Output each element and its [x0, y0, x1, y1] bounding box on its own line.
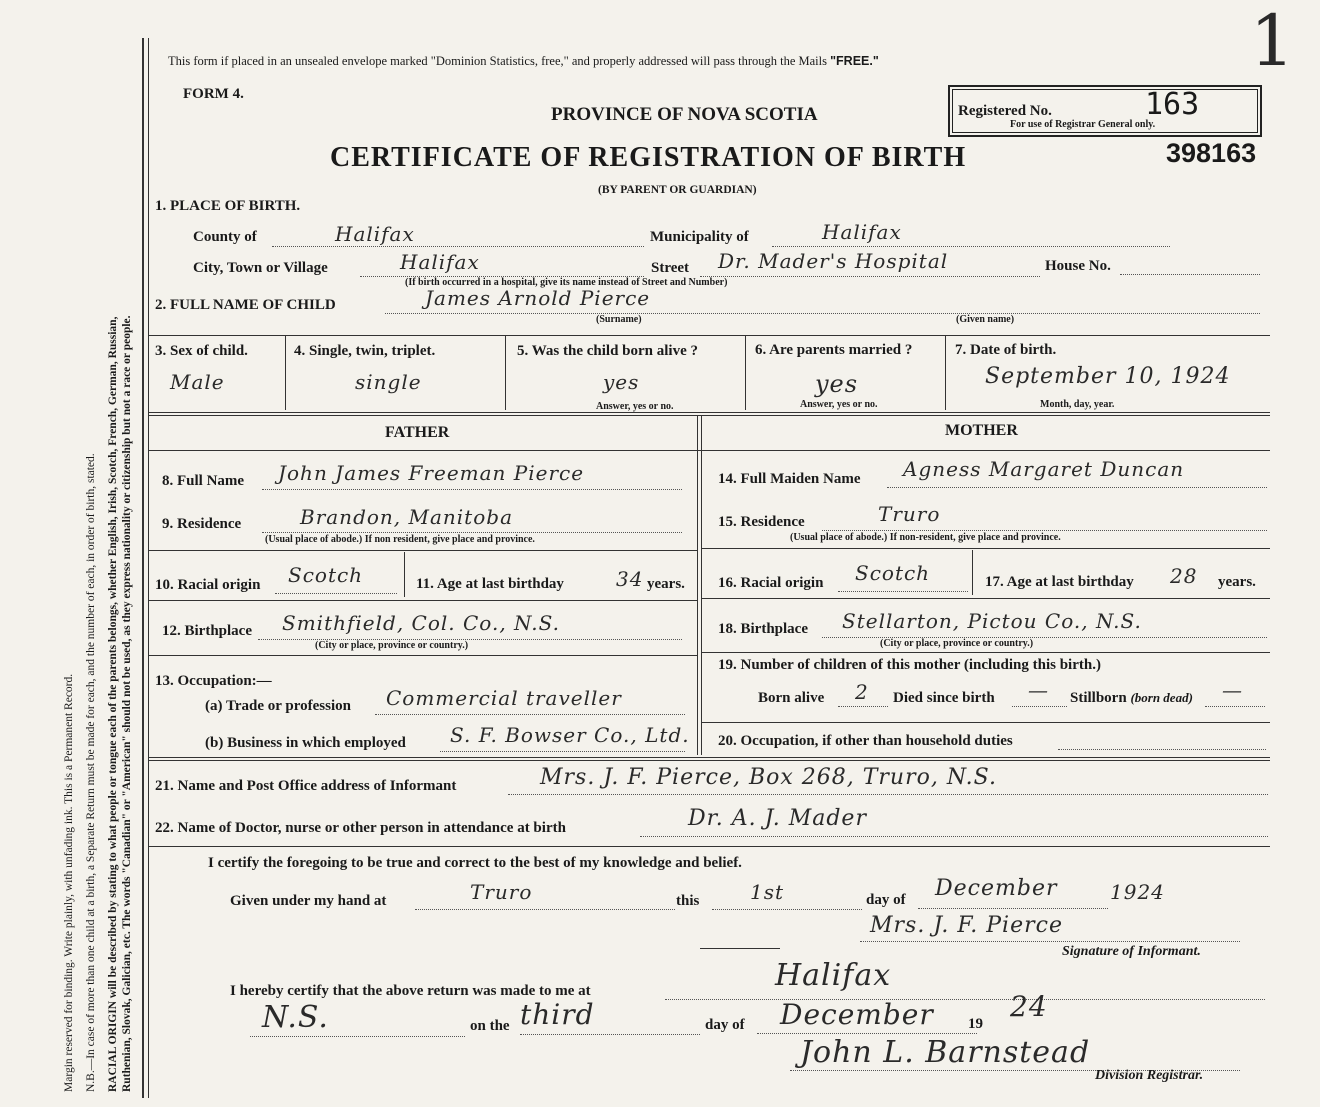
stillborn-text: Stillborn: [1070, 690, 1127, 706]
county-value: Halifax: [335, 222, 415, 246]
father-age-label: 11. Age at last birthday: [416, 576, 564, 592]
city-value: Halifax: [400, 250, 480, 274]
father-trade-value: Commercial traveller: [386, 686, 622, 710]
mother-heading: MOTHER: [945, 422, 1018, 439]
place-of-birth-heading: 1. PLACE OF BIRTH.: [155, 198, 301, 214]
this-label: this: [676, 893, 700, 909]
province-heading: PROVINCE OF NOVA SCOTIA: [551, 104, 818, 125]
street-value: Dr. Mader's Hospital: [718, 249, 949, 273]
mother-name-label: 14. Full Maiden Name: [718, 471, 861, 487]
alive-note: Answer, yes or no.: [596, 401, 674, 412]
day-of-label: day of: [866, 892, 906, 908]
month-value: December: [935, 876, 1058, 901]
mother-age-value: 28: [1170, 564, 1198, 588]
alive-value: yes: [603, 370, 640, 394]
father-years-label: years.: [647, 576, 685, 592]
born-alive-label: Born alive: [758, 690, 825, 706]
registrar-year-prefix: 19: [968, 1016, 983, 1032]
signature-label: Signature of Informant.: [1062, 944, 1201, 959]
child-name-value: James Arnold Pierce: [425, 286, 651, 310]
margin-note-binding: Margin reserved for binding. Write plainly, with unfading ink. This is a Permanent Record.: [63, 673, 75, 1092]
father-occupation-label: 13. Occupation:—: [155, 673, 272, 689]
father-business-value: S. F. Bowser Co., Ltd.: [450, 723, 690, 747]
informant-signature: Mrs. J. F. Pierce: [870, 913, 1063, 938]
municipality-label: Municipality of: [650, 229, 749, 245]
died-label: Died since birth: [893, 690, 995, 706]
mother-birthplace-value: Stellarton, Pictou Co., N.S.: [842, 609, 1142, 633]
corner-mark: 1: [1250, 0, 1296, 82]
form-left-border-inner: [148, 38, 149, 1098]
informant-label: 21. Name and Post Office address of Informant: [155, 778, 457, 794]
dob-note: Month, day, year.: [1040, 399, 1115, 410]
margin-note-racial-origin-2: Ruthenian, Slovak, Galician, etc. The words "Canadian" or "American" should not be used, as they express nationality or citizenship but not a race or people.: [121, 315, 133, 1092]
stillborn-value: —: [1222, 678, 1243, 702]
dob-value: September 10, 1924: [985, 364, 1231, 389]
father-racial-label: 10. Racial origin: [155, 577, 261, 593]
doctor-value: Dr. A. J. Mader: [688, 806, 867, 831]
registrar-year-value: 24: [1010, 990, 1048, 1023]
father-racial-value: Scotch: [288, 563, 364, 587]
father-trade-label: (a) Trade or profession: [205, 698, 351, 714]
certificate-subtitle: (BY PARENT OR GUARDIAN): [598, 184, 757, 196]
mail-notice: [168, 54, 879, 69]
dob-label: 7. Date of birth.: [955, 342, 1057, 358]
registrar-label: I hereby certify that the above return was made to me at: [230, 983, 591, 999]
plurality-value: single: [355, 370, 422, 394]
father-residence-note: (Usual place of abode.) If non resident, give place and province.: [265, 534, 535, 545]
father-business-label: (b) Business in which employed: [205, 735, 406, 751]
registrar-day-of-label: day of: [705, 1017, 745, 1033]
registrar-month-value: December: [780, 998, 934, 1031]
form-number: FORM 4.: [183, 86, 244, 102]
registered-box: [948, 85, 1262, 137]
father-name-label: 8. Full Name: [162, 473, 245, 489]
alive-label: 5. Was the child born alive ?: [517, 343, 698, 359]
father-age-value: 34: [616, 567, 644, 591]
father-name-value: John James Freeman Pierce: [278, 461, 585, 485]
father-birthplace-note: (City or place, province or country.): [315, 640, 469, 651]
county-label: County of: [193, 229, 257, 245]
year-value: 1924: [1110, 880, 1165, 904]
informant-value: Mrs. J. F. Pierce, Box 268, Truro, N.S.: [540, 765, 997, 790]
married-label: 6. Are parents married ?: [755, 342, 913, 358]
on-the-label: on the: [470, 1018, 510, 1034]
certificate-title: CERTIFICATE OF REGISTRATION OF BIRTH: [330, 142, 967, 173]
mother-residence-label: 15. Residence: [718, 514, 805, 530]
house-no-label: House No.: [1045, 258, 1111, 274]
mail-notice-free: "FREE.": [830, 54, 879, 68]
rule-row3-top: [148, 335, 1270, 336]
registered-note: For use of Registrar General only.: [1010, 119, 1156, 130]
sex-value: Male: [170, 370, 225, 394]
married-value: yes: [815, 370, 859, 398]
registrar-day-value: third: [520, 998, 595, 1031]
certify-text: I certify the foregoing to be true and correct to the best of my knowledge and belief.: [208, 855, 742, 871]
parent-divider: [697, 415, 698, 755]
registrar-place-value-2: N.S.: [262, 1000, 329, 1035]
mother-residence-value: Truro: [878, 502, 941, 526]
doctor-label: 22. Name of Doctor, nurse or other person in attendance at birth: [155, 820, 566, 836]
margin-note-multiple-births: N.B.—In case of more than one child at a birth, a Separate Return must be made for each, and the number of each, in order of birth, stated.: [85, 453, 97, 1092]
registrar-title: Division Registrar.: [1095, 1068, 1204, 1083]
municipality-value: Halifax: [822, 220, 902, 244]
street-label: Street: [651, 260, 690, 276]
father-heading: FATHER: [385, 424, 450, 441]
hospital-note: (If birth occurred in a hospital, give its name instead of Street and Number): [405, 277, 728, 288]
died-value: —: [1028, 678, 1049, 702]
father-birthplace-label: 12. Birthplace: [162, 623, 252, 639]
given-place-value: Truro: [470, 880, 533, 904]
stillborn-note: (born dead): [1130, 690, 1193, 705]
married-note: Answer, yes or no.: [800, 399, 878, 410]
mother-age-label: 17. Age at last birthday: [985, 574, 1134, 590]
mother-occupation-label: 20. Occupation, if other than household duties: [718, 733, 1013, 749]
mother-name-value: Agness Margaret Duncan: [903, 457, 1185, 481]
stamp-number: 398163: [1166, 138, 1257, 168]
mother-birthplace-note: (City or place, province or country.): [880, 638, 1034, 649]
form-left-border: [142, 38, 144, 1098]
sex-label: 3. Sex of child.: [155, 343, 248, 359]
mail-notice-text: This form if placed in an unsealed envelope marked "Dominion Statistics, free," and properly addressed will pass through the Mails: [168, 54, 827, 68]
day-value: 1st: [750, 880, 785, 904]
mother-years-label: years.: [1218, 574, 1256, 590]
plurality-label: 4. Single, twin, triplet.: [294, 343, 436, 359]
mother-racial-label: 16. Racial origin: [718, 575, 824, 591]
stillborn-label: [1070, 690, 1193, 707]
mother-residence-note: (Usual place of abode.) If non-resident, give place and province.: [790, 532, 1061, 543]
child-name-label: 2. FULL NAME OF CHILD: [155, 297, 336, 313]
father-residence-value: Brandon, Manitoba: [300, 505, 513, 529]
margin-note-racial-origin: RACIAL ORIGIN will be described by stating to what people or tongue each of the parents belongs, whether English, Irish, Scotch, French, German, Russian,: [107, 316, 119, 1092]
given-name-note: (Given name): [956, 314, 1015, 325]
city-label: City, Town or Village: [193, 260, 328, 276]
registrar-signature: John L. Barnstead: [800, 1035, 1091, 1070]
father-birthplace-value: Smithfield, Col. Co., N.S.: [282, 611, 560, 635]
born-alive-value: 2: [855, 680, 869, 704]
registrar-place-value: Halifax: [775, 958, 892, 993]
surname-note: (Surname): [596, 314, 642, 325]
mother-birthplace-label: 18. Birthplace: [718, 621, 808, 637]
mother-children-label: 19. Number of children of this mother (including this birth.): [718, 657, 1101, 673]
registered-number: 163: [1145, 87, 1200, 122]
mother-racial-value: Scotch: [855, 561, 931, 585]
father-residence-label: 9. Residence: [162, 516, 242, 532]
registered-label: Registered No.: [958, 103, 1052, 119]
given-label: Given under my hand at: [230, 893, 387, 909]
